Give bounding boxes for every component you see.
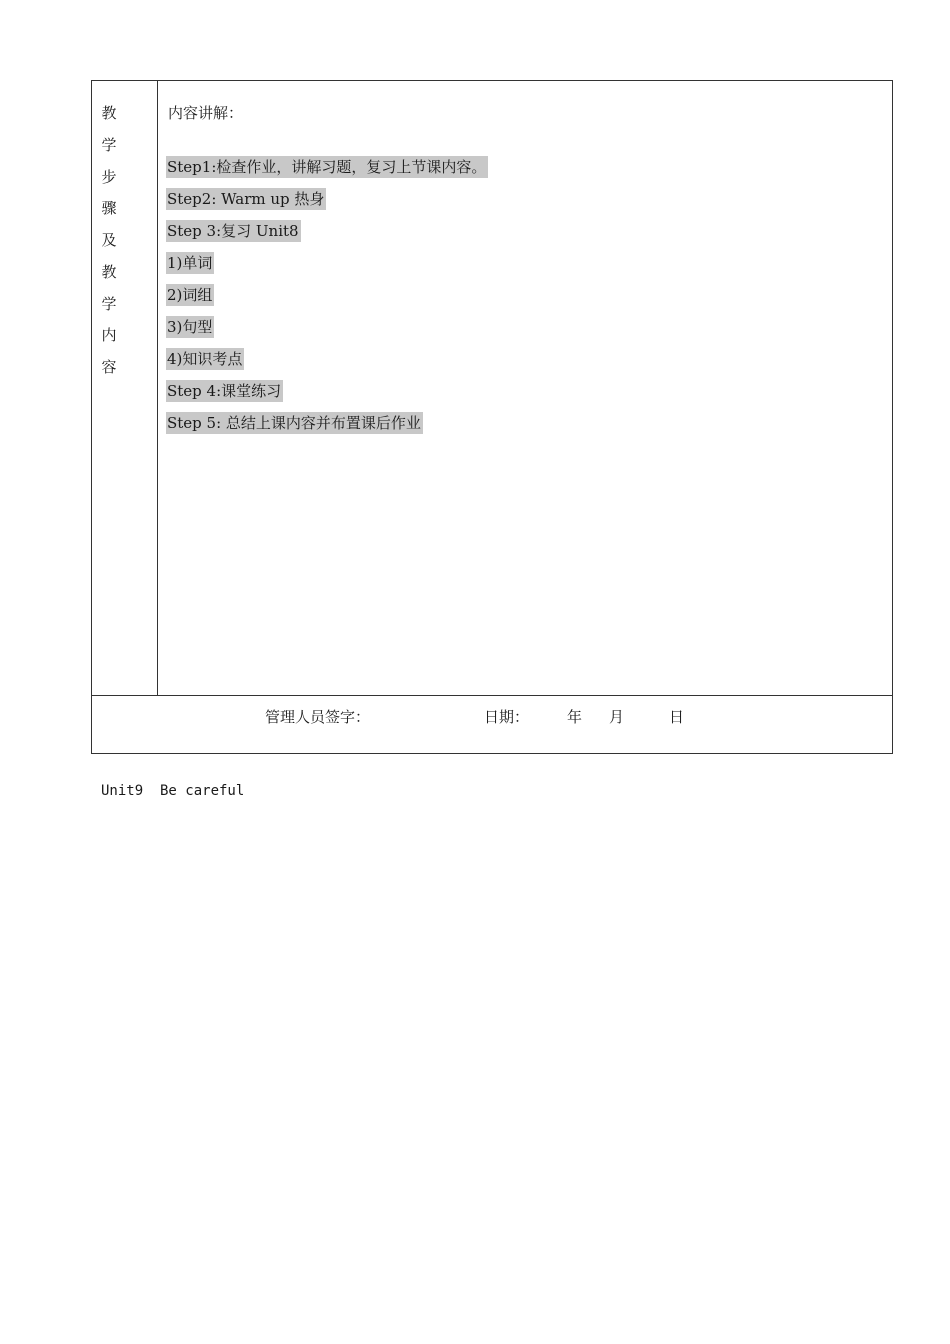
content-title: 内容讲解： xyxy=(168,104,244,122)
step-item xyxy=(166,220,488,252)
signature-row xyxy=(92,696,893,754)
label-char: 骤 xyxy=(101,199,117,218)
step-item xyxy=(166,284,488,316)
label-char: 及 xyxy=(101,231,117,249)
step-text: Step1:检查作业，讲解习题，复习上节课内容。 xyxy=(167,158,487,176)
step-text: 2)词组 xyxy=(167,286,213,304)
step-item xyxy=(166,412,488,444)
signature-cell xyxy=(92,696,893,754)
teaching-steps-label xyxy=(92,81,126,384)
label-char: 容 xyxy=(101,358,117,376)
lesson-plan-table xyxy=(91,80,893,754)
step-text: 1)单词 xyxy=(167,254,213,272)
steps-list xyxy=(166,156,488,444)
step-item xyxy=(166,188,488,220)
step-text: 3)句型 xyxy=(167,318,213,336)
teaching-steps-label-cell xyxy=(92,81,158,696)
month-label: 月 xyxy=(609,708,625,726)
label-char: 教 xyxy=(101,262,117,281)
year-label: 年 xyxy=(567,708,583,726)
step-item xyxy=(166,316,488,348)
date-label: 日期： xyxy=(484,708,530,726)
step-item xyxy=(166,348,488,380)
step-item xyxy=(166,380,488,412)
unit-title: Unit9 Be careful xyxy=(101,783,245,799)
step-text: Step 4:课堂练习 xyxy=(167,382,282,400)
step-text: Step 3:复习 Unit8 xyxy=(167,222,299,240)
step-text: 4)知识考点 xyxy=(167,350,243,368)
day-label: 日 xyxy=(669,708,685,726)
teaching-content-cell xyxy=(158,81,893,696)
step-text: Step2: Warm up 热身 xyxy=(167,190,325,208)
label-char: 教 xyxy=(101,104,117,122)
manager-signature-label: 管理人员签字： xyxy=(265,708,371,726)
label-char: 学 xyxy=(101,135,117,154)
teaching-steps-row xyxy=(92,81,893,696)
label-char: 步 xyxy=(101,167,117,186)
label-char: 内 xyxy=(101,326,117,345)
step-text: Step 5: 总结上课内容并布置课后作业 xyxy=(167,414,421,432)
step-item xyxy=(166,156,488,188)
step-item xyxy=(166,252,488,284)
label-char: 学 xyxy=(101,294,117,313)
